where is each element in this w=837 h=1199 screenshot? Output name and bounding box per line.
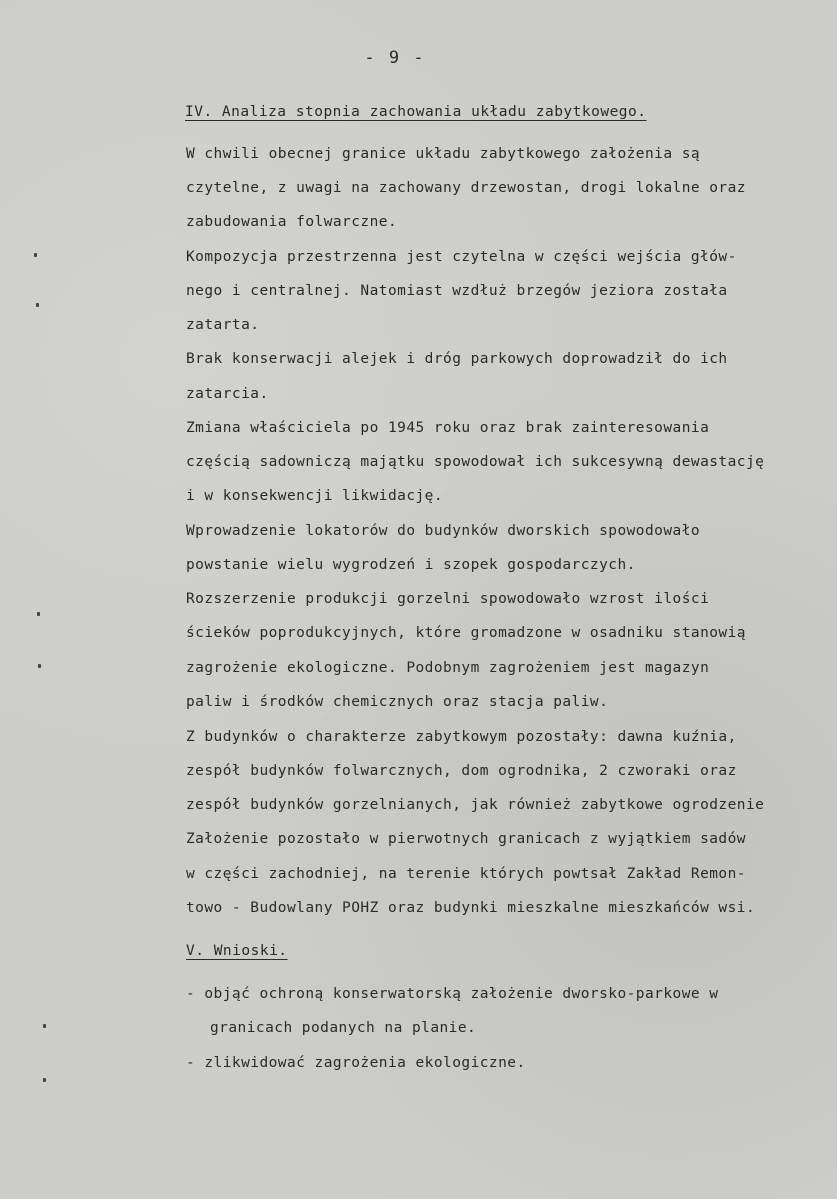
text-line: powstanie wielu wygrodzeń i szopek gospodarczych.: [186, 557, 636, 573]
text-line: ścieków poprodukcyjnych, które gromadzone w osadniku stanowią: [186, 625, 746, 641]
margin-mark: [38, 664, 41, 668]
text-line: Kompozycja przestrzenna jest czytelna w części wejścia głów-: [186, 249, 737, 265]
text-line: W chwili obecnej granice układu zabytkowego założenia są: [186, 146, 701, 162]
margin-mark: [37, 612, 40, 616]
conclusion-item: - zlikwidować zagrożenia ekologiczne.: [186, 1055, 526, 1071]
text-line: zagrożenie ekologiczne. Podobnym zagrożeniem jest magazyn: [186, 660, 710, 676]
text-line: Rozszerzenie produkcji gorzelni spowodowało wzrost ilości: [186, 591, 710, 607]
text-line: Założenie pozostało w pierwotnych granicach z wyjątkiem sadów: [186, 831, 746, 847]
section-heading-conclusions: V. Wnioski.: [186, 943, 288, 959]
margin-mark: [43, 1024, 46, 1028]
text-line: Brak konserwacji alejek i dróg parkowych doprowadził do ich: [186, 351, 728, 367]
text-line: Z budynków o charakterze zabytkowym pozostały: dawna kuźnia,: [186, 729, 737, 745]
text-line: częścią sadowniczą majątku spowodował ich sukcesywną dewastację: [186, 454, 765, 470]
margin-mark: [43, 1078, 46, 1082]
text-line: towo - Budowlany POHZ oraz budynki mieszkalne mieszkańców wsi.: [186, 900, 756, 916]
text-line: czytelne, z uwagi na zachowany drzewostan, drogi lokalne oraz: [186, 180, 746, 196]
text-line: zatarta.: [186, 317, 260, 333]
margin-mark: [34, 253, 37, 257]
text-line: Wprowadzenie lokatorów do budynków dworskich spowodowało: [186, 523, 701, 539]
text-line: nego i centralnej. Natomiast wzdłuż brzegów jeziora została: [186, 283, 728, 299]
conclusion-item: - objąć ochroną konserwatorską założenie dworsko-parkowe w: [186, 986, 719, 1002]
text-line: paliw i środków chemicznych oraz stacja paliw.: [186, 694, 609, 710]
text-line: zespół budynków gorzelnianych, jak również zabytkowe ogrodzenie: [186, 797, 765, 813]
text-line: w części zachodniej, na terenie których powtsał Zakład Remon-: [186, 866, 746, 882]
text-line: Zmiana właściciela po 1945 roku oraz brak zainteresowania: [186, 420, 710, 436]
text-line: zespół budynków folwarcznych, dom ogrodnika, 2 czworaki oraz: [186, 763, 737, 779]
margin-mark: [36, 303, 39, 307]
conclusion-item-continuation: granicach podanych na planie.: [210, 1020, 477, 1036]
section-heading-analysis: IV. Analiza stopnia zachowania układu zabytkowego.: [185, 104, 647, 120]
text-line: i w konsekwencji likwidację.: [186, 488, 444, 504]
text-line: zatarcia.: [186, 386, 269, 402]
page-number: - 9 -: [364, 48, 426, 68]
text-line: zabudowania folwarczne.: [186, 214, 398, 230]
